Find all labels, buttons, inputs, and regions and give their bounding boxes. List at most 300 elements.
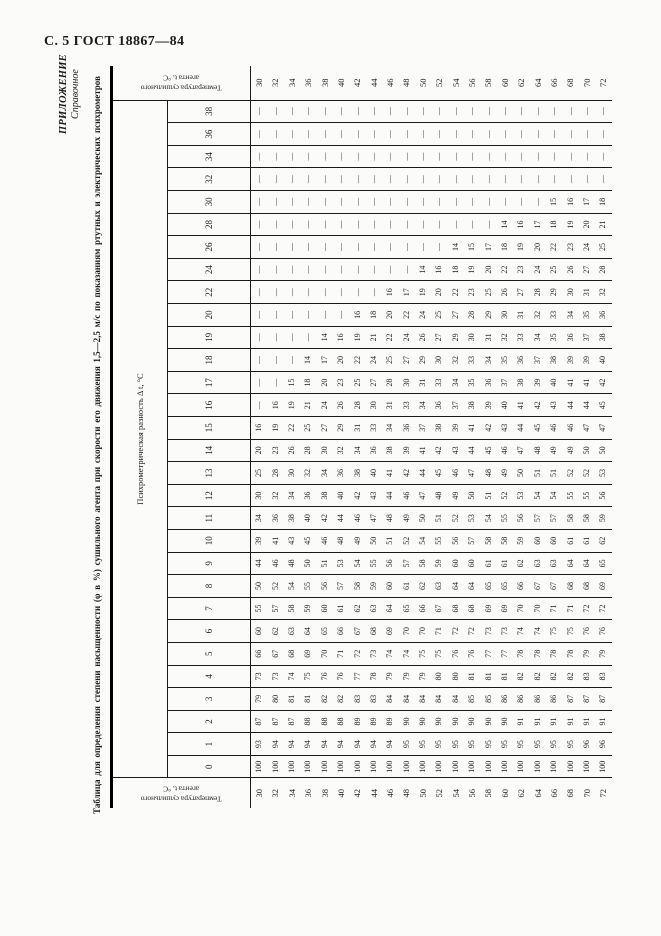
phi-value-cell: 73	[267, 665, 283, 688]
temperature-cell: 58	[480, 778, 496, 808]
phi-value-cell: 36	[562, 326, 578, 349]
dash-cell: —	[448, 123, 464, 146]
phi-value-cell: 100	[562, 755, 578, 778]
dash-cell: —	[349, 281, 365, 304]
phi-value-cell: 100	[513, 755, 529, 778]
phi-value-cell: 46	[546, 417, 562, 440]
phi-value-cell: 23	[464, 281, 480, 304]
temperature-cell: 34	[284, 66, 300, 100]
delta-t-value-header: 16	[168, 394, 251, 417]
phi-value-cell: 83	[366, 688, 382, 711]
dash-cell: —	[349, 168, 365, 191]
dash-cell: —	[562, 123, 578, 146]
temperature-cell: 38	[317, 66, 333, 100]
delta-t-value-header: 28	[168, 213, 251, 236]
delta-t-value-header: 10	[168, 529, 251, 552]
dash-cell: —	[267, 145, 283, 168]
phi-value-cell: 14	[448, 236, 464, 259]
phi-value-cell: 100	[300, 755, 316, 778]
phi-value-cell: 70	[415, 620, 431, 643]
page-header: С. 5 ГОСТ 18867—84	[44, 34, 185, 49]
phi-value-cell: 25	[431, 304, 447, 327]
phi-value-cell: 45	[431, 462, 447, 485]
dash-cell: —	[267, 100, 283, 123]
phi-value-cell: 86	[513, 688, 529, 711]
dash-cell: —	[448, 191, 464, 214]
temperature-cell: 32	[267, 778, 283, 808]
phi-value-cell: 22	[349, 349, 365, 372]
phi-value-cell: 38	[284, 507, 300, 530]
dash-cell: —	[251, 304, 268, 327]
phi-value-cell: 45	[480, 439, 496, 462]
phi-value-cell: 59	[431, 552, 447, 575]
temperature-cell: 52	[431, 66, 447, 100]
dash-cell: —	[562, 145, 578, 168]
dash-cell: —	[267, 281, 283, 304]
phi-value-cell: 87	[595, 688, 611, 711]
phi-value-cell: 57	[464, 529, 480, 552]
dash-cell: —	[415, 100, 431, 123]
delta-t-value-header: 14	[168, 439, 251, 462]
temp-column-header-right	[112, 66, 251, 100]
phi-value-cell: 48	[530, 439, 546, 462]
dash-cell: —	[349, 145, 365, 168]
phi-value-cell: 29	[480, 304, 496, 327]
phi-value-cell: 79	[595, 642, 611, 665]
phi-value-cell: 36	[595, 304, 611, 327]
appendix-label	[57, 54, 83, 134]
table-row	[251, 66, 268, 808]
phi-value-cell: 100	[415, 755, 431, 778]
dash-cell: —	[366, 258, 382, 281]
dash-cell: —	[382, 145, 398, 168]
temperature-cell: 30	[251, 778, 268, 808]
phi-value-cell: 39	[399, 439, 415, 462]
dash-cell: —	[382, 213, 398, 236]
phi-value-cell: 58	[497, 529, 513, 552]
dash-cell: —	[448, 213, 464, 236]
phi-value-cell: 29	[333, 417, 349, 440]
phi-value-cell: 55	[251, 597, 268, 620]
phi-value-cell: 100	[595, 755, 611, 778]
phi-value-cell: 84	[399, 688, 415, 711]
phi-value-cell: 86	[530, 688, 546, 711]
dash-cell: —	[399, 213, 415, 236]
phi-value-cell: 23	[562, 236, 578, 259]
phi-value-cell: 37	[497, 371, 513, 394]
dash-cell: —	[431, 100, 447, 123]
phi-value-cell: 58	[415, 552, 431, 575]
phi-value-cell: 20	[530, 236, 546, 259]
dash-cell: —	[300, 191, 316, 214]
phi-value-cell: 96	[595, 733, 611, 756]
dash-cell: —	[399, 123, 415, 146]
phi-value-cell: 67	[349, 620, 365, 643]
dash-cell: —	[382, 191, 398, 214]
phi-value-cell: 51	[431, 507, 447, 530]
table-row	[464, 66, 480, 808]
phi-value-cell: 79	[382, 665, 398, 688]
dash-cell: —	[333, 281, 349, 304]
dash-cell: —	[284, 349, 300, 372]
phi-value-cell: 35	[579, 304, 595, 327]
dash-cell: —	[267, 236, 283, 259]
phi-value-cell: 16	[333, 326, 349, 349]
dash-cell: —	[530, 100, 546, 123]
phi-value-cell: 95	[399, 733, 415, 756]
phi-value-cell: 46	[317, 529, 333, 552]
phi-value-cell: 38	[464, 394, 480, 417]
dash-cell: —	[349, 123, 365, 146]
dash-cell: —	[382, 258, 398, 281]
dash-cell: —	[333, 213, 349, 236]
temperature-cell: 42	[349, 778, 365, 808]
phi-value-cell: 94	[333, 733, 349, 756]
phi-value-cell: 41	[464, 417, 480, 440]
phi-value-cell: 79	[415, 665, 431, 688]
phi-value-cell: 84	[431, 688, 447, 711]
phi-value-cell: 82	[317, 688, 333, 711]
phi-value-cell: 64	[464, 575, 480, 598]
phi-value-cell: 48	[382, 507, 398, 530]
phi-value-cell: 40	[546, 371, 562, 394]
dash-cell: —	[579, 145, 595, 168]
psychrometric-table	[110, 66, 612, 808]
phi-value-cell: 95	[497, 733, 513, 756]
phi-value-cell: 48	[480, 462, 496, 485]
phi-value-cell: 43	[366, 484, 382, 507]
phi-value-cell: 75	[431, 642, 447, 665]
phi-value-cell: 47	[366, 507, 382, 530]
phi-value-cell: 18	[300, 371, 316, 394]
phi-value-cell: 32	[267, 484, 283, 507]
temperature-cell: 56	[464, 66, 480, 100]
dash-cell: —	[480, 213, 496, 236]
phi-value-cell: 43	[448, 439, 464, 462]
dash-cell: —	[431, 123, 447, 146]
phi-value-cell: 42	[349, 484, 365, 507]
phi-value-cell: 28	[349, 394, 365, 417]
phi-value-cell: 51	[530, 462, 546, 485]
temp-header-text	[141, 783, 222, 803]
table-row	[317, 66, 333, 808]
phi-value-cell: 95	[546, 733, 562, 756]
temperature-cell: 72	[595, 66, 611, 100]
phi-value-cell: 19	[349, 326, 365, 349]
temperature-cell: 62	[513, 778, 529, 808]
dash-cell: —	[399, 191, 415, 214]
phi-value-cell: 30	[251, 484, 268, 507]
temperature-cell: 70	[579, 778, 595, 808]
dash-cell: —	[317, 304, 333, 327]
phi-value-cell: 86	[546, 688, 562, 711]
phi-value-cell: 100	[366, 755, 382, 778]
dash-cell: —	[251, 258, 268, 281]
dash-cell: —	[382, 168, 398, 191]
dash-cell: —	[366, 123, 382, 146]
table-row	[366, 66, 382, 808]
table-row	[480, 66, 496, 808]
dash-cell: —	[317, 258, 333, 281]
phi-value-cell: 84	[415, 688, 431, 711]
dash-cell: —	[267, 123, 283, 146]
phi-value-cell: 67	[546, 575, 562, 598]
phi-value-cell: 33	[513, 326, 529, 349]
phi-value-cell: 41	[382, 462, 398, 485]
phi-value-cell: 46	[267, 552, 283, 575]
phi-value-cell: 38	[349, 462, 365, 485]
phi-value-cell: 93	[251, 733, 268, 756]
phi-value-cell: 42	[480, 417, 496, 440]
phi-value-cell: 30	[562, 281, 578, 304]
phi-value-cell: 28	[530, 281, 546, 304]
phi-value-cell: 19	[415, 281, 431, 304]
phi-value-cell: 45	[595, 394, 611, 417]
phi-value-cell: 22	[546, 236, 562, 259]
phi-value-cell: 74	[284, 665, 300, 688]
phi-value-cell: 16	[382, 281, 398, 304]
phi-value-cell: 20	[382, 304, 398, 327]
phi-value-cell: 41	[267, 529, 283, 552]
phi-value-cell: 60	[464, 552, 480, 575]
dash-cell: —	[415, 168, 431, 191]
phi-value-cell: 79	[579, 642, 595, 665]
phi-value-cell: 76	[448, 642, 464, 665]
phi-value-cell: 32	[333, 439, 349, 462]
dash-cell: —	[349, 100, 365, 123]
temperature-cell: 60	[497, 778, 513, 808]
dash-cell: —	[513, 145, 529, 168]
phi-value-cell: 73	[251, 665, 268, 688]
phi-value-cell: 34	[562, 304, 578, 327]
phi-value-cell: 46	[399, 484, 415, 507]
phi-value-cell: 32	[595, 281, 611, 304]
dash-cell: —	[579, 100, 595, 123]
delta-t-value-header: 13	[168, 462, 251, 485]
phi-value-cell: 26	[333, 394, 349, 417]
phi-value-cell: 20	[579, 213, 595, 236]
phi-value-cell: 52	[562, 462, 578, 485]
phi-value-cell: 38	[595, 326, 611, 349]
phi-value-cell: 55	[579, 484, 595, 507]
phi-value-cell: 78	[366, 665, 382, 688]
dash-cell: —	[333, 258, 349, 281]
temperature-cell: 64	[530, 66, 546, 100]
phi-value-cell: 17	[579, 191, 595, 214]
phi-value-cell: 61	[480, 552, 496, 575]
phi-value-cell: 21	[300, 394, 316, 417]
phi-value-cell: 31	[415, 371, 431, 394]
phi-value-cell: 64	[579, 552, 595, 575]
dash-cell: —	[251, 236, 268, 259]
dash-cell: —	[300, 123, 316, 146]
dash-cell: —	[464, 213, 480, 236]
phi-value-cell: 29	[415, 349, 431, 372]
phi-value-cell: 89	[349, 710, 365, 733]
phi-value-cell: 66	[513, 575, 529, 598]
phi-value-cell: 63	[284, 620, 300, 643]
phi-value-cell: 44	[464, 439, 480, 462]
phi-value-cell: 100	[579, 755, 595, 778]
phi-value-cell: 32	[448, 349, 464, 372]
dash-cell: —	[333, 145, 349, 168]
dash-cell: —	[399, 258, 415, 281]
dash-cell: —	[366, 213, 382, 236]
delta-t-value-header: 12	[168, 484, 251, 507]
phi-value-cell: 43	[546, 394, 562, 417]
phi-value-cell: 41	[579, 371, 595, 394]
phi-value-cell: 67	[530, 575, 546, 598]
dash-cell: —	[513, 191, 529, 214]
phi-value-cell: 100	[267, 755, 283, 778]
delta-t-value-header: 18	[168, 349, 251, 372]
dash-cell: —	[431, 236, 447, 259]
dash-cell: —	[530, 191, 546, 214]
phi-value-cell: 94	[267, 733, 283, 756]
phi-value-cell: 100	[497, 755, 513, 778]
table-row	[399, 66, 415, 808]
delta-t-value-header: 30	[168, 191, 251, 214]
phi-value-cell: 30	[366, 394, 382, 417]
temperature-cell: 38	[317, 778, 333, 808]
dash-cell: —	[399, 145, 415, 168]
phi-value-cell: 28	[300, 439, 316, 462]
phi-value-cell: 62	[513, 552, 529, 575]
temperature-cell: 42	[349, 66, 365, 100]
phi-value-cell: 100	[349, 755, 365, 778]
phi-value-cell: 59	[513, 529, 529, 552]
phi-value-cell: 33	[431, 371, 447, 394]
dash-cell: —	[300, 100, 316, 123]
table-row	[300, 66, 316, 808]
dash-cell: —	[595, 100, 611, 123]
phi-value-cell: 59	[366, 575, 382, 598]
phi-value-cell: 21	[595, 213, 611, 236]
dash-cell: —	[251, 100, 268, 123]
phi-value-cell: 83	[579, 665, 595, 688]
phi-value-cell: 69	[497, 597, 513, 620]
phi-value-cell: 82	[333, 688, 349, 711]
dash-cell: —	[464, 123, 480, 146]
phi-value-cell: 90	[480, 710, 496, 733]
phi-value-cell: 20	[251, 439, 268, 462]
phi-value-cell: 38	[513, 371, 529, 394]
phi-value-cell: 68	[448, 597, 464, 620]
phi-value-cell: 48	[333, 529, 349, 552]
phi-value-cell: 65	[497, 575, 513, 598]
phi-value-cell: 60	[317, 597, 333, 620]
phi-value-cell: 76	[317, 665, 333, 688]
dash-cell: —	[366, 168, 382, 191]
phi-value-cell: 44	[562, 394, 578, 417]
phi-value-cell: 40	[333, 484, 349, 507]
dash-cell: —	[497, 100, 513, 123]
phi-value-cell: 35	[497, 349, 513, 372]
table-row	[530, 66, 546, 808]
dash-cell: —	[284, 326, 300, 349]
table-row	[267, 66, 283, 808]
delta-t-value-header: 1	[168, 733, 251, 756]
phi-value-cell: 57	[530, 507, 546, 530]
phi-value-cell: 44	[415, 462, 431, 485]
delta-t-value-header: 2	[168, 710, 251, 733]
phi-value-cell: 57	[267, 597, 283, 620]
phi-value-cell: 39	[562, 349, 578, 372]
delta-t-value-header: 19	[168, 326, 251, 349]
phi-value-cell: 72	[349, 642, 365, 665]
dash-cell: —	[317, 281, 333, 304]
phi-value-cell: 69	[300, 642, 316, 665]
phi-value-cell: 58	[579, 507, 595, 530]
phi-value-cell: 50	[513, 462, 529, 485]
dash-cell: —	[251, 213, 268, 236]
temperature-cell: 36	[300, 778, 316, 808]
phi-value-cell: 100	[530, 755, 546, 778]
phi-value-cell: 50	[595, 439, 611, 462]
dash-cell: —	[431, 168, 447, 191]
phi-value-cell: 41	[415, 439, 431, 462]
dash-cell: —	[415, 145, 431, 168]
phi-value-cell: 58	[562, 507, 578, 530]
phi-value-cell: 77	[349, 665, 365, 688]
phi-value-cell: 25	[595, 236, 611, 259]
dash-cell: —	[546, 100, 562, 123]
phi-value-cell: 56	[513, 507, 529, 530]
dash-cell: —	[497, 123, 513, 146]
table-body	[251, 66, 612, 808]
temperature-cell: 44	[366, 66, 382, 100]
table-row	[448, 66, 464, 808]
phi-value-cell: 37	[579, 326, 595, 349]
temperature-cell: 40	[333, 66, 349, 100]
dash-cell: —	[300, 145, 316, 168]
phi-value-cell: 40	[497, 394, 513, 417]
phi-value-cell: 38	[546, 349, 562, 372]
phi-value-cell: 36	[267, 507, 283, 530]
phi-value-cell: 87	[267, 710, 283, 733]
phi-value-cell: 42	[530, 394, 546, 417]
phi-value-cell: 80	[448, 665, 464, 688]
phi-value-cell: 55	[497, 507, 513, 530]
phi-value-cell: 30	[464, 326, 480, 349]
phi-value-cell: 26	[562, 258, 578, 281]
phi-value-cell: 49	[399, 507, 415, 530]
dash-cell: —	[333, 123, 349, 146]
phi-value-cell: 45	[530, 417, 546, 440]
phi-value-cell: 44	[251, 552, 268, 575]
dash-cell: —	[480, 123, 496, 146]
dash-cell: —	[415, 236, 431, 259]
phi-value-cell: 34	[251, 507, 268, 530]
phi-value-cell: 46	[448, 462, 464, 485]
delta-t-value-header: 0	[168, 755, 251, 778]
phi-value-cell: 25	[382, 349, 398, 372]
phi-value-cell: 54	[530, 484, 546, 507]
phi-value-cell: 100	[448, 755, 464, 778]
phi-value-cell: 84	[448, 688, 464, 711]
phi-value-cell: 87	[579, 688, 595, 711]
phi-value-cell: 39	[530, 371, 546, 394]
dash-cell: —	[382, 236, 398, 259]
dash-cell: —	[480, 168, 496, 191]
dash-cell: —	[579, 168, 595, 191]
phi-value-cell: 43	[284, 529, 300, 552]
table-row	[546, 66, 562, 808]
delta-t-value-header: 20	[168, 304, 251, 327]
dash-cell: —	[300, 213, 316, 236]
phi-value-cell: 100	[333, 755, 349, 778]
phi-value-cell: 76	[464, 642, 480, 665]
